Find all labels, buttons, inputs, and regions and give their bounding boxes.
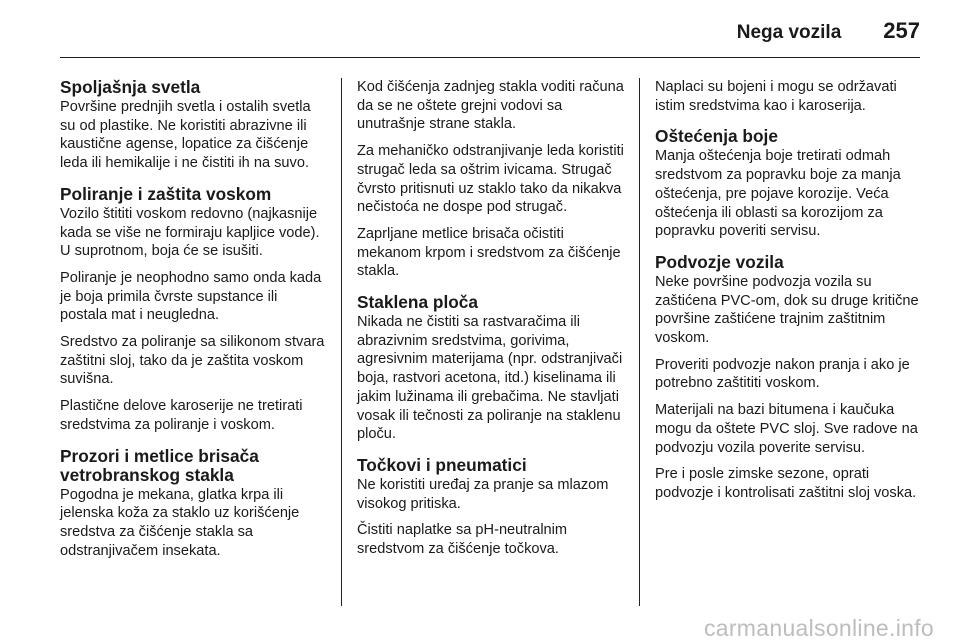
paragraph: Proveriti podvozje nakon pranja i ako je potrebno zaštititi voskom. <box>655 356 910 392</box>
text-column-1 <box>60 78 328 568</box>
section-heading: Prozori i metlice brisača vetrobranskog stakla <box>60 445 259 485</box>
text-column-3 <box>655 78 923 511</box>
paragraph: Čistiti naplatke sa pH-neutralnim sredstvom za čišćenje točkova. <box>357 522 568 558</box>
paragraph: Ne koristiti uređaj za pranje sa mlazom visokog pritiska. <box>357 476 609 512</box>
paragraph: Manja oštećenja boje tretirati odmah sredstvom za popravku boje za manja oštećenja, pre pojave korozije. Veća oštećenja ili oblasti sa korozijom za popravku poveriti servisu. <box>655 148 901 240</box>
paragraph: Plastične delove karoserije ne tretirati sredstvima za poliranje i voskom. <box>60 398 303 433</box>
paragraph: Sredstvo za poliranje sa silikonom stvara zaštitni sloj, tako da je zaštita voskom suvišna. <box>60 334 325 388</box>
paragraph: Kod čišćenja zadnjeg stakla voditi računa da se ne oštete grejni vodovi sa unutrašnje strane stakla. <box>357 79 624 133</box>
paragraph: Pogodna je mekana, glatka krpa ili jelenska koža za staklo uz korišćenje sredstva za čišćenje stakla sa odstranjivačem insekata. <box>60 486 300 559</box>
paragraph: Površine prednjih svetla i ostalih svetla su od plastike. Ne koristiti abrazivne ili kaustične agense, lopatice za čišćenje leda ili hemikalije i ne čistiti ih na suvo. <box>60 99 311 172</box>
section-heading: Točkovi i pneumatici <box>357 454 527 475</box>
page-header <box>737 18 920 48</box>
section-heading: Staklena ploča <box>357 292 479 313</box>
paragraph: Poliranje je neophodno samo onda kada je boja primila čvrste supstance ili postala mat i neugledna. <box>60 269 322 324</box>
paragraph: Naplaci su bojeni i mogu se održavati istim sredstvima kao i karoserija. <box>655 79 897 114</box>
page-number: 257 <box>883 18 920 43</box>
section-heading: Oštećenja boje <box>655 126 778 147</box>
paragraph: Pre i posle zimske sezone, oprati podvozje i kontrolisati zaštitni sloj voska. <box>655 466 917 501</box>
paragraph: Nikada ne čistiti sa rastvaračima ili abrazivnim sredstvima, gorivima, agresivnim materijama (npr. odstranjivači boja, rastvori acetona, itd.) kiselinama ili jakim lužinama ili grebačima. Ne stavljati vosak ili tečnosti za poliranje na staklenu ploču. <box>357 314 623 443</box>
section-heading: Poliranje i zaštita voskom <box>60 183 272 204</box>
section-title: Nega vozila <box>736 22 842 43</box>
header-rule <box>60 57 920 58</box>
paragraph: Neke površine podvozja vozila su zaštićena PVC-om, dok su druge kritične površine zaštićene trajnim zaštitnim voskom. <box>655 273 919 347</box>
text-column-2 <box>357 78 625 567</box>
column-divider <box>639 78 640 606</box>
paragraph: Zaprljane metlice brisača očistiti mekanom krpom i sredstvom za čišćenje stakla. <box>357 225 621 280</box>
paragraph: Vozilo štititi voskom redovno (najkasnije kada se više ne formiraju kapljice vode). U suprotnom, boja će se isušiti. <box>60 205 320 260</box>
paragraph: Za mehaničko odstranjivanje leda koristiti strugač leda sa oštrim ivicama. Strugač čvrsto pritisnuti uz staklo tako da nikakva nečistoća ne dospe pod strugač. <box>357 143 624 216</box>
paragraph: Materijali na bazi bitumena i kaučuka mogu da oštete PVC sloj. Sve radove na podvozju vozila poverite servisu. <box>655 402 918 456</box>
watermark: carmanualsonline.info <box>703 615 934 641</box>
column-divider <box>341 78 342 606</box>
section-heading: Podvozje vozila <box>655 251 784 272</box>
section-heading: Spoljašnja svetla <box>60 77 201 97</box>
